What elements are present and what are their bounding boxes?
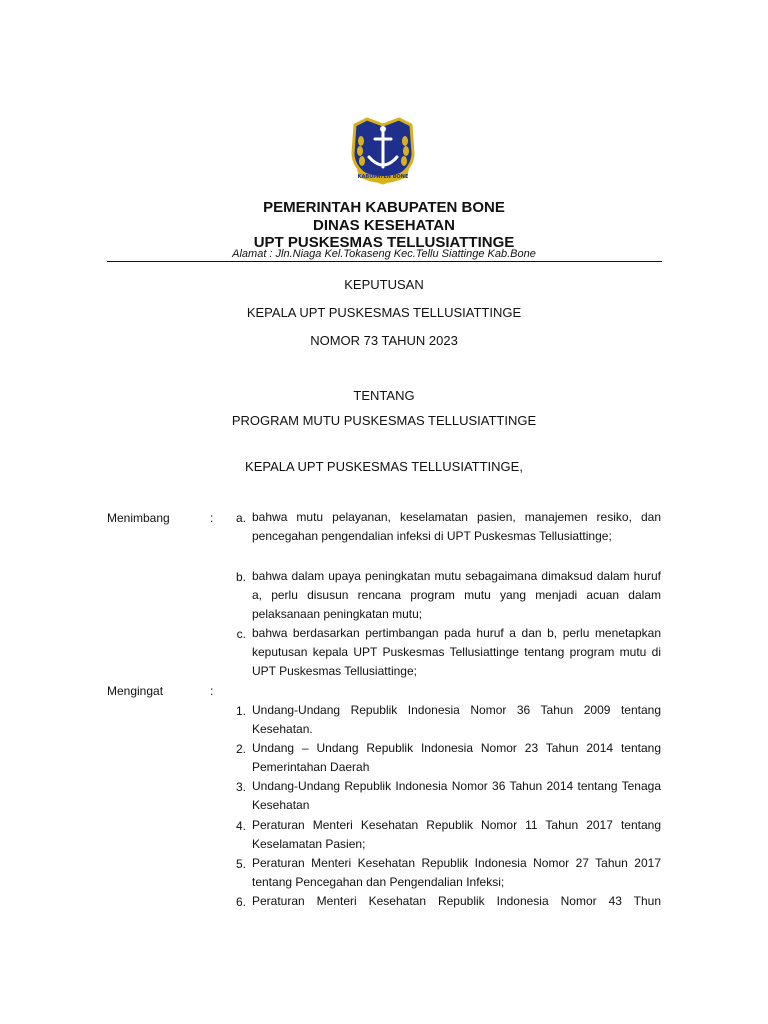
menimbang-item-mark: b.	[235, 570, 246, 584]
kabupaten-bone-emblem-icon	[343, 115, 423, 187]
mengingat-item-mark: 1.	[235, 704, 246, 718]
mengingat-item-text: Undang – Undang Republik Indonesia Nomor 23 Tahun 2014 tentang Pemerintahan Daerah	[252, 741, 661, 774]
mengingat-item-mark: 5.	[235, 857, 246, 871]
mengingat-item-mark: 6.	[235, 895, 246, 909]
mengingat-colon: :	[210, 684, 214, 698]
mengingat-item-text: Undang-Undang Republik Indonesia Nomor 36 Tahun 2009 tentang Kesehatan.	[252, 703, 661, 736]
decree-number: NOMOR 73 TAHUN 2023	[310, 333, 458, 348]
header-department: DINAS KESEHATAN	[313, 217, 455, 234]
decree-issuer: KEPALA UPT PUSKESMAS TELLUSIATTINGE	[246, 305, 522, 320]
menimbang-item-text: bahwa berdasarkan pertimbangan pada huruf a dan b, perlu menetapkan keputusan kepala UPT Puskesmas Tellusiattinge tentang program mutu di UPT Puskesmas Tellusiattinge;	[252, 626, 661, 678]
header-address: Alamat : Jln.Niaga Kel.Tokaseng Kec.Tellu Siattinge Kab.Bone	[232, 248, 536, 260]
menimbang-item-mark: a.	[235, 511, 246, 525]
decree-tentang: TENTANG	[353, 388, 415, 403]
decree-subject: PROGRAM MUTU PUSKESMAS TELLUSIATTINGE	[231, 413, 537, 428]
decree-addressee: KEPALA UPT PUSKESMAS TELLUSIATTINGE,	[245, 459, 523, 474]
menimbang-item-text: bahwa dalam upaya peningkatan mutu sebagaimana dimaksud dalam huruf a, perlu disusun rencana program mutu yang menjadi acuan dalam pelaksanaan peningkatan mutu;	[252, 569, 661, 621]
menimbang-item-mark: c.	[236, 627, 246, 641]
mengingat-item-text: Peraturan Menteri Kesehatan Republik Indonesia Nomor 27 Tahun 2017 tentang Pencegahan dan Pengendalian Infeksi;	[252, 856, 661, 889]
mengingat-item-text: Peraturan Menteri Kesehatan Republik Indonesia Nomor 43 Thun	[252, 894, 661, 908]
menimbang-item-text: bahwa mutu pelayanan, keselamatan pasien, manajemen resiko, dan pencegahan pengendalian infeksi di UPT Puskesmas Tellusiattinge;	[252, 510, 661, 543]
mengingat-item-text: Undang-Undang Republik Indonesia Nomor 36 Tahun 2014 tentang Tenaga Kesehatan	[252, 779, 661, 812]
header-government: PEMERINTAH KABUPATEN BONE	[263, 199, 505, 216]
menimbang-label: Menimbang	[107, 511, 170, 525]
mengingat-item-mark: 3.	[235, 780, 246, 794]
decree-heading: KEPUTUSAN	[344, 277, 424, 292]
mengingat-label: Mengingat	[107, 684, 164, 698]
header-unit: UPT PUSKESMAS TELLUSIATTINGE	[253, 234, 515, 251]
mengingat-item-mark: 2.	[235, 742, 246, 756]
emblem-ribbon-text: KABUPATEN BONE	[357, 174, 409, 180]
header-divider	[107, 261, 662, 262]
menimbang-colon: :	[210, 511, 214, 525]
mengingat-item-mark: 4.	[235, 819, 246, 833]
mengingat-item-text: Peraturan Menteri Kesehatan Republik Nomor 11 Tahun 2017 tentang Keselamatan Pasien;	[252, 818, 661, 851]
